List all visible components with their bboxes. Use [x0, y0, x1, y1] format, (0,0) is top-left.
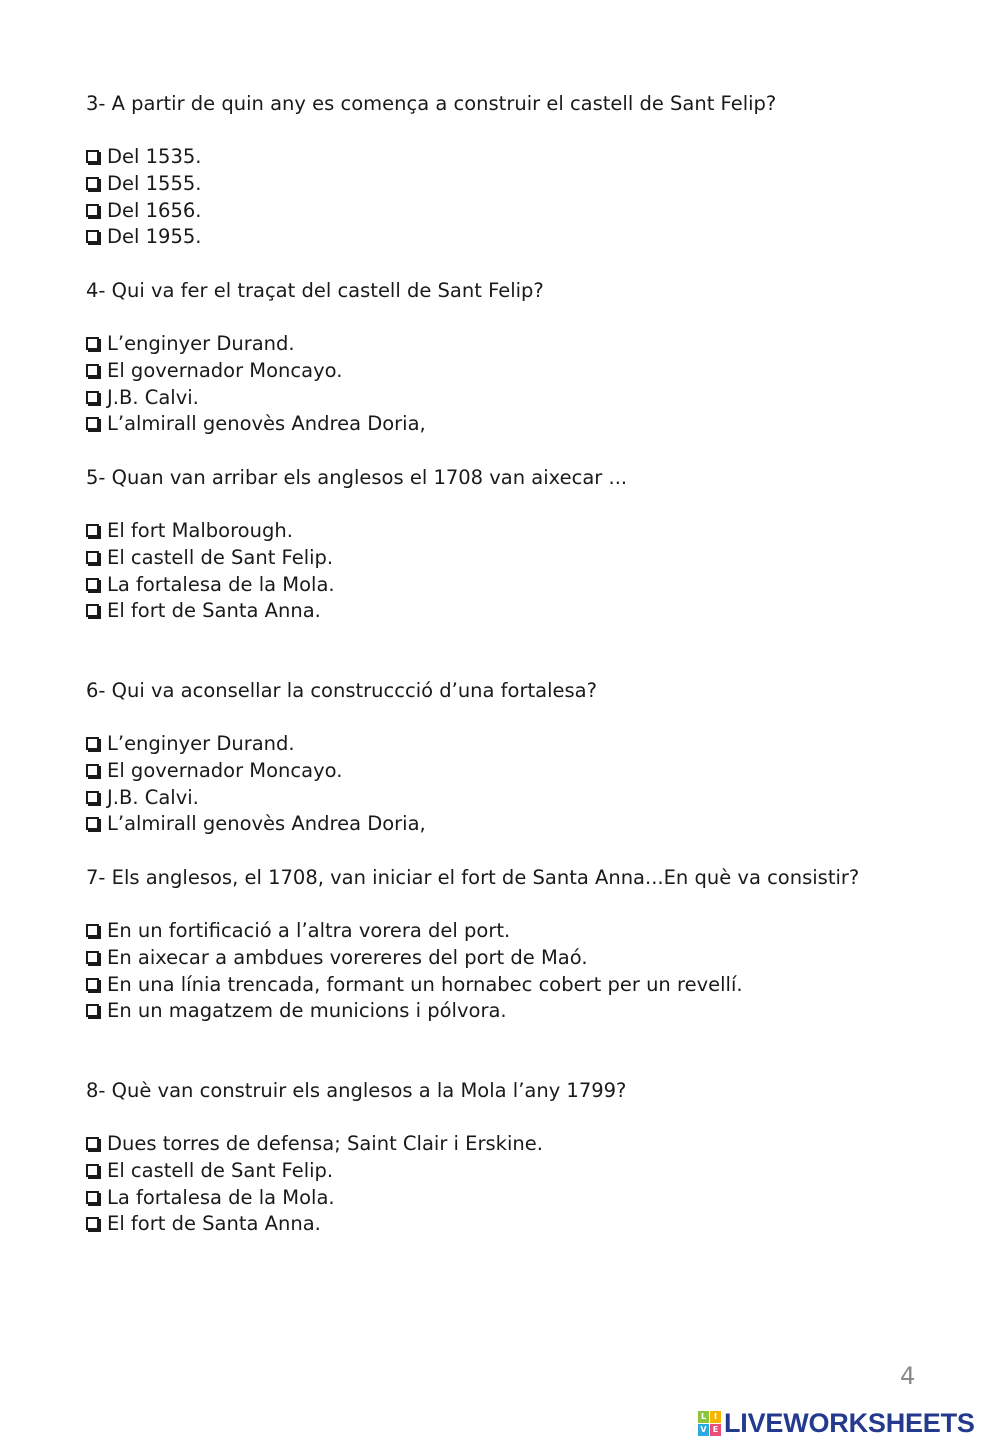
liveworksheets-brand[interactable] — [698, 1408, 975, 1439]
option-label: En un magatzem de municions i pólvora. — [107, 999, 507, 1023]
page-number: 4 — [900, 1362, 916, 1390]
question-title: 3- A partir de quin any es comença a construir el castell de Sant Felip? — [86, 92, 777, 115]
checkbox-icon[interactable] — [86, 791, 99, 804]
option-checkbox[interactable] — [86, 598, 966, 625]
question-title: 4- Qui va fer el traçat del castell de Sant Felip? — [86, 279, 544, 302]
checkbox-icon[interactable] — [86, 1217, 99, 1230]
option-checkbox[interactable] — [86, 545, 966, 572]
logo-letter-e: E — [710, 1424, 721, 1436]
option-checkbox[interactable] — [86, 1211, 966, 1238]
question-3 — [86, 91, 966, 251]
checkbox-icon[interactable] — [86, 204, 99, 217]
option-checkbox[interactable] — [86, 918, 966, 945]
option-checkbox[interactable] — [86, 1131, 966, 1158]
question-title: 7- Els anglesos, el 1708, van iniciar el fort de Santa Anna...En què va consistir? — [86, 866, 860, 889]
options-list — [86, 144, 966, 251]
option-label: Dues torres de defensa; Saint Clair i Erskine. — [107, 1132, 543, 1156]
option-checkbox[interactable] — [86, 198, 966, 225]
checkbox-icon[interactable] — [86, 1004, 99, 1017]
option-checkbox[interactable] — [86, 811, 966, 838]
option-checkbox[interactable] — [86, 785, 966, 812]
option-checkbox[interactable] — [86, 331, 966, 358]
question-title: 5- Quan van arribar els anglesos el 1708 van aixecar ... — [86, 466, 628, 489]
options-list — [86, 331, 966, 438]
checkbox-icon[interactable] — [86, 764, 99, 777]
checkbox-icon[interactable] — [86, 1164, 99, 1177]
options-list — [86, 518, 966, 625]
options-list — [86, 918, 966, 1025]
option-label: Del 1535. — [107, 145, 202, 169]
checkbox-icon[interactable] — [86, 417, 99, 430]
option-label: El fort de Santa Anna. — [107, 1212, 321, 1236]
liveworksheets-logo-icon — [698, 1411, 722, 1437]
checkbox-icon[interactable] — [86, 230, 99, 243]
checkbox-icon[interactable] — [86, 737, 99, 750]
option-label: L’almirall genovès Andrea Doria, — [107, 812, 426, 836]
question-4 — [86, 278, 966, 438]
option-checkbox[interactable] — [86, 411, 966, 438]
option-checkbox[interactable] — [86, 385, 966, 412]
checkbox-icon[interactable] — [86, 364, 99, 377]
question-title: 8- Què van construir els anglesos a la Mola l’any 1799? — [86, 1079, 627, 1102]
option-label: L’enginyer Durand. — [107, 332, 295, 356]
checkbox-icon[interactable] — [86, 551, 99, 564]
question-5 — [86, 465, 966, 625]
option-checkbox[interactable] — [86, 1158, 966, 1185]
option-label: L’almirall genovès Andrea Doria, — [107, 412, 426, 436]
brand-name: LIVEWORKSHEETS — [724, 1408, 975, 1438]
checkbox-icon[interactable] — [86, 177, 99, 190]
option-checkbox[interactable] — [86, 144, 966, 171]
option-label: Del 1955. — [107, 225, 202, 249]
option-checkbox[interactable] — [86, 731, 966, 758]
checkbox-icon[interactable] — [86, 391, 99, 404]
checkbox-icon[interactable] — [86, 1191, 99, 1204]
option-checkbox[interactable] — [86, 972, 966, 999]
option-checkbox[interactable] — [86, 1185, 966, 1212]
checkbox-icon[interactable] — [86, 951, 99, 964]
question-8 — [86, 1078, 966, 1238]
checkbox-icon[interactable] — [86, 337, 99, 350]
option-label: En una línia trencada, formant un hornabec cobert per un revellí. — [107, 972, 743, 996]
options-list — [86, 731, 966, 838]
checkbox-icon[interactable] — [86, 150, 99, 163]
question-title: 6- Qui va aconsellar la construccció d’una fortalesa? — [86, 679, 597, 702]
option-label: La fortalesa de la Mola. — [107, 1185, 335, 1209]
option-label: El castell de Sant Felip. — [107, 546, 334, 570]
option-label: Del 1555. — [107, 172, 202, 196]
option-checkbox[interactable] — [86, 224, 966, 251]
option-label: Del 1656. — [107, 198, 202, 222]
logo-letter-v: V — [698, 1424, 709, 1436]
checkbox-icon[interactable] — [86, 978, 99, 991]
option-label: J.B. Calvi. — [107, 785, 199, 809]
option-label: L’enginyer Durand. — [107, 732, 295, 756]
question-7 — [86, 865, 966, 1025]
checkbox-icon[interactable] — [86, 924, 99, 937]
logo-letter-l: L — [698, 1411, 709, 1423]
option-label: En aixecar a ambdues vorereres del port de Maó. — [107, 946, 588, 970]
question-6 — [86, 678, 966, 838]
option-label: La fortalesa de la Mola. — [107, 572, 335, 596]
option-label: En un fortificació a l’altra vorera del port. — [107, 919, 511, 943]
option-label: El fort de Santa Anna. — [107, 599, 321, 623]
checkbox-icon[interactable] — [86, 524, 99, 537]
logo-letter-i: I — [710, 1411, 721, 1423]
option-label: El fort Malborough. — [107, 519, 293, 543]
option-checkbox[interactable] — [86, 171, 966, 198]
option-checkbox[interactable] — [86, 945, 966, 972]
option-checkbox[interactable] — [86, 518, 966, 545]
option-checkbox[interactable] — [86, 358, 966, 385]
checkbox-icon[interactable] — [86, 578, 99, 591]
option-checkbox[interactable] — [86, 998, 966, 1025]
option-label: El governador Moncayo. — [107, 359, 343, 383]
option-label: J.B. Calvi. — [107, 385, 199, 409]
checkbox-icon[interactable] — [86, 604, 99, 617]
checkbox-icon[interactable] — [86, 817, 99, 830]
checkbox-icon[interactable] — [86, 1137, 99, 1150]
option-checkbox[interactable] — [86, 572, 966, 599]
option-label: El governador Moncayo. — [107, 759, 343, 783]
option-label: El castell de Sant Felip. — [107, 1159, 334, 1183]
option-checkbox[interactable] — [86, 758, 966, 785]
options-list — [86, 1131, 966, 1238]
